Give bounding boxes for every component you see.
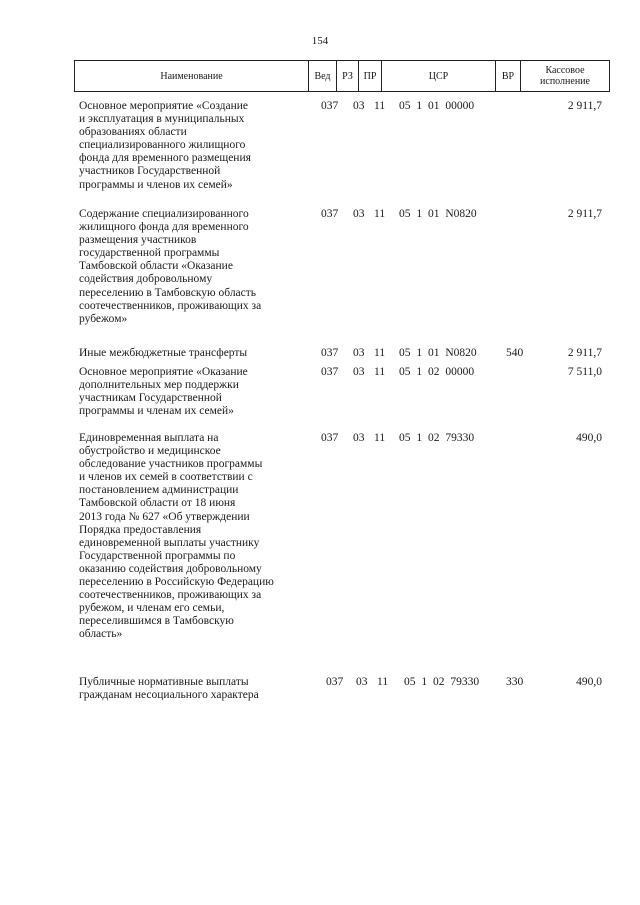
row-name: Содержание специализированного жилищного фонда для временного размещения участников государственной программы Тамбовской области «Оказание содействия добровольному переселению в Тамбовскую область соотечественников, проживающих за рубежом» bbox=[79, 208, 262, 325]
header-ved: Вед bbox=[308, 61, 336, 91]
header-pr: ПР bbox=[358, 61, 381, 91]
header-rz: РЗ bbox=[336, 61, 358, 91]
row-pr: 11 bbox=[377, 676, 389, 688]
row-csr: 05 1 02 00000 bbox=[399, 366, 475, 378]
table-header bbox=[74, 60, 610, 92]
row-amount: 2 911,7 bbox=[567, 208, 602, 220]
row-amount: 490,0 bbox=[576, 676, 602, 688]
row-csr: 05 1 01 N0820 bbox=[399, 208, 477, 220]
row-pr: 11 bbox=[374, 432, 386, 444]
row-vr: 330 bbox=[506, 676, 524, 688]
row-amount: 2 911,7 bbox=[567, 347, 602, 359]
row-vr: 540 bbox=[506, 347, 524, 359]
row-amount: 2 911,7 bbox=[567, 100, 602, 112]
row-csr: 05 1 01 00000 bbox=[399, 100, 475, 112]
row-pr: 11 bbox=[374, 347, 386, 359]
row-rz: 03 bbox=[353, 208, 365, 220]
row-pr: 11 bbox=[374, 366, 386, 378]
row-name: Публичные нормативные выплаты гражданам несоциального характера bbox=[79, 676, 259, 702]
header-vr: ВР bbox=[495, 61, 520, 91]
row-ved: 037 bbox=[321, 100, 339, 112]
row-name: Основное мероприятие «Создание и эксплуатация в муниципальных образованиях области специализированного жилищного фонда для временного размещения участников Государственной программы и членов их семей» bbox=[79, 100, 251, 191]
row-amount: 490,0 bbox=[576, 432, 602, 444]
row-ved: 037 bbox=[326, 676, 344, 688]
row-rz: 03 bbox=[353, 100, 365, 112]
row-name: Иные межбюджетные трансферты bbox=[79, 347, 248, 359]
row-name: Основное мероприятие «Оказание дополнительных мер поддержки участникам Государственной программы и членам их семей» bbox=[79, 366, 248, 418]
header-csr: ЦСР bbox=[381, 61, 495, 91]
row-ved: 037 bbox=[321, 347, 339, 359]
row-rz: 03 bbox=[356, 676, 368, 688]
row-pr: 11 bbox=[374, 208, 386, 220]
row-amount: 7 511,0 bbox=[567, 366, 602, 378]
row-ved: 037 bbox=[321, 208, 339, 220]
row-rz: 03 bbox=[353, 347, 365, 359]
row-ved: 037 bbox=[321, 366, 339, 378]
row-pr: 11 bbox=[374, 100, 386, 112]
header-name: Наименование bbox=[160, 70, 223, 82]
page-number: 154 bbox=[311, 35, 329, 47]
row-csr: 05 1 02 79330 bbox=[404, 676, 480, 688]
row-rz: 03 bbox=[353, 432, 365, 444]
row-csr: 05 1 02 79330 bbox=[399, 432, 475, 444]
row-name: Единовременная выплата на обустройство и медицинское обследование участников программы и членов их семей в соответствии с постановлением администрации Тамбовской области от 18 июня 2013 года № 627 «Об утверждении Порядка предоставления единовременной выплаты участнику Государственной программы по оказанию содействия добровольному переселению в Российскую Федерацию соотечественников, проживающих за рубежом, и членам его семьи, переселившимся в Тамбовскую область» bbox=[79, 432, 274, 641]
row-csr: 05 1 01 N0820 bbox=[399, 347, 477, 359]
header-amount: Кассовое исполнение bbox=[520, 61, 609, 91]
row-rz: 03 bbox=[353, 366, 365, 378]
row-ved: 037 bbox=[321, 432, 339, 444]
